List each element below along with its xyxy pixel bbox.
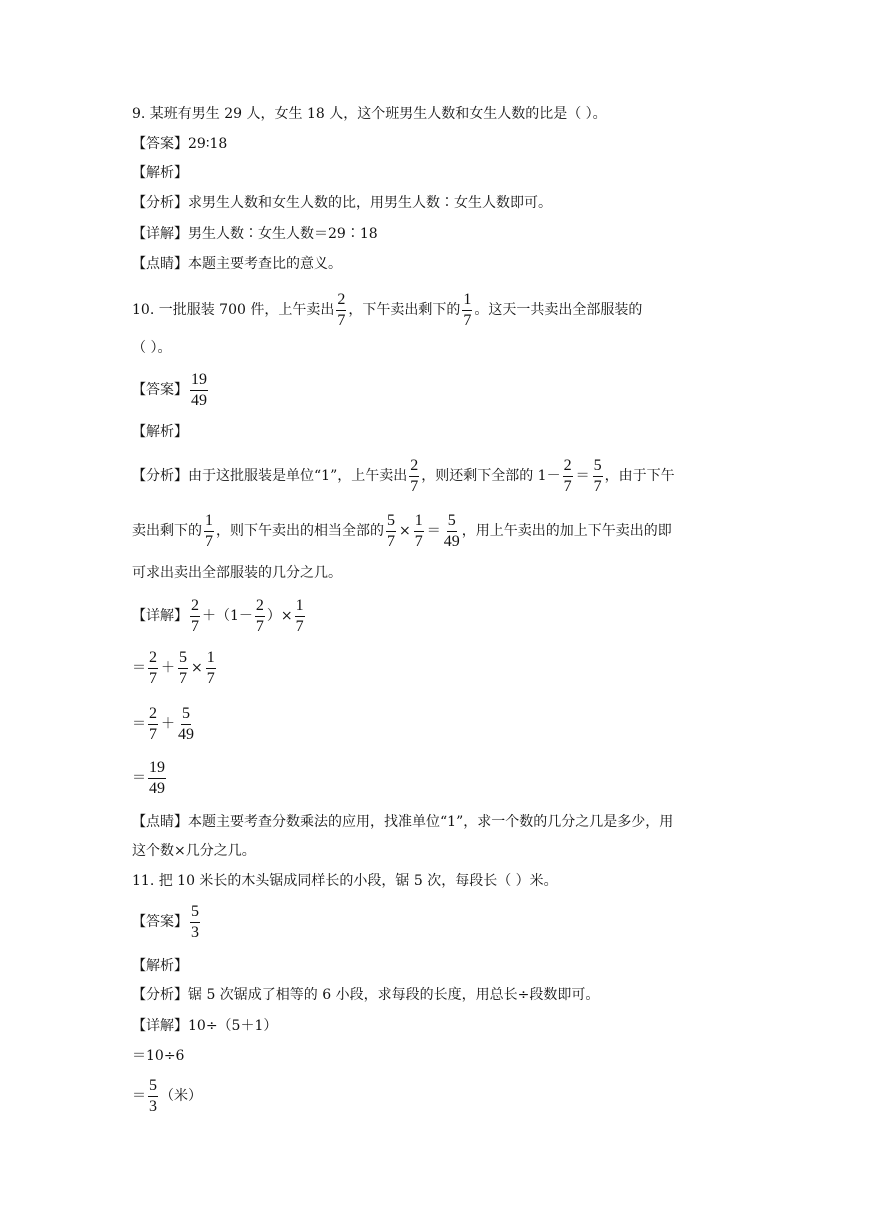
fraction bbox=[563, 457, 573, 496]
q9-fenxi bbox=[132, 193, 552, 213]
fraction bbox=[178, 649, 188, 688]
comment-text: 本题主要考查比的意义。 bbox=[188, 256, 342, 272]
denominator: 7 bbox=[414, 532, 423, 550]
numerator: 5 bbox=[178, 649, 188, 669]
q9-comment bbox=[132, 254, 342, 274]
question-10-text: ，下午卖出剩下的 bbox=[348, 302, 461, 318]
q9-detail bbox=[132, 224, 378, 244]
fraction bbox=[386, 512, 396, 551]
denominator: 7 bbox=[205, 532, 213, 550]
numerator: 5 bbox=[386, 512, 396, 532]
plus-sign: ＋ bbox=[161, 716, 175, 732]
fraction bbox=[414, 512, 424, 551]
fraction bbox=[148, 1077, 158, 1116]
comment-text: 本题主要考查分数乘法的应用，找准单位“1”，求一个数的几分之几是多少，用 bbox=[188, 814, 674, 830]
numerator: 2 bbox=[336, 291, 346, 311]
answer-label: 【答案】 bbox=[132, 136, 188, 152]
times-sign: × bbox=[399, 523, 411, 539]
q9-answer bbox=[132, 134, 227, 154]
fraction bbox=[204, 512, 214, 551]
fraction bbox=[190, 597, 200, 636]
fraction bbox=[336, 291, 346, 330]
numerator: 19 bbox=[190, 371, 208, 391]
numerator: 2 bbox=[148, 649, 158, 669]
question-10-text: （ ）。 bbox=[132, 340, 172, 356]
q11-analysis-heading bbox=[132, 956, 188, 976]
detail-text: ＝10÷6 bbox=[132, 1048, 185, 1064]
numerator: 1 bbox=[295, 597, 305, 617]
fraction bbox=[462, 291, 472, 330]
q10-detail-line2 bbox=[132, 648, 218, 688]
question-11 bbox=[132, 871, 558, 891]
fenxi-text: 卖出剩下的 bbox=[132, 523, 202, 539]
denominator: 7 bbox=[149, 669, 157, 687]
comment-label: 【点睛】 bbox=[132, 814, 188, 830]
question-9 bbox=[132, 104, 607, 124]
q9-analysis-heading bbox=[132, 163, 188, 183]
times-sign: × bbox=[191, 660, 203, 676]
denominator: 7 bbox=[337, 311, 346, 329]
numerator: 1 bbox=[414, 512, 424, 532]
q10-analysis-heading bbox=[132, 422, 188, 442]
analysis-label: 【解析】 bbox=[132, 424, 188, 440]
equals-sign: ＝ bbox=[132, 1088, 146, 1104]
equals-sign: ＝ bbox=[132, 770, 146, 786]
equals-sign: ＝ bbox=[575, 468, 590, 484]
numerator: 1 bbox=[206, 649, 216, 669]
detail-label: 【详解】 bbox=[132, 1018, 188, 1034]
denominator: 7 bbox=[463, 311, 472, 329]
fraction bbox=[295, 597, 305, 636]
fraction bbox=[148, 759, 166, 798]
fraction bbox=[444, 512, 460, 551]
fenxi-text: ，用上午卖出的加上下午卖出的即 bbox=[461, 523, 672, 539]
numerator: 1 bbox=[204, 512, 214, 532]
numerator: 19 bbox=[148, 759, 166, 779]
denominator: 7 bbox=[191, 617, 199, 635]
question-10 bbox=[132, 290, 642, 330]
numerator: 5 bbox=[190, 903, 200, 923]
q10-answer bbox=[132, 370, 210, 410]
denominator: 7 bbox=[387, 532, 395, 550]
fenxi-label: 【分析】 bbox=[132, 468, 188, 484]
denominator: 7 bbox=[179, 669, 187, 687]
q11-detail-line1 bbox=[132, 1016, 277, 1036]
question-10-text: 。这天一共卖出全部服装的 bbox=[474, 302, 643, 318]
q11-detail-line2 bbox=[132, 1046, 184, 1066]
denominator: 7 bbox=[593, 477, 602, 495]
question-11-text: 11. 把 10 米长的木头锯成同样长的小段，锯 5 次，每段长（ ）米。 bbox=[132, 873, 558, 889]
fraction bbox=[593, 457, 603, 496]
detail-label: 【详解】 bbox=[132, 226, 188, 242]
analysis-label: 【解析】 bbox=[132, 958, 188, 974]
numerator: 2 bbox=[148, 705, 158, 725]
denominator: 7 bbox=[206, 669, 215, 687]
q11-fenxi bbox=[132, 985, 599, 1005]
numerator: 2 bbox=[190, 597, 200, 617]
q11-answer bbox=[132, 902, 202, 942]
denominator: 49 bbox=[191, 391, 207, 409]
denominator: 3 bbox=[191, 923, 199, 941]
q10-comment-line2 bbox=[132, 841, 256, 861]
detail-text: ＋（1－ bbox=[202, 608, 253, 624]
q11-detail-line3 bbox=[132, 1076, 202, 1116]
detail-text: ）× bbox=[266, 608, 293, 624]
fenxi-label: 【分析】 bbox=[132, 987, 188, 1003]
answer-label: 【答案】 bbox=[132, 382, 188, 398]
q10-detail-line1 bbox=[132, 596, 307, 636]
fraction bbox=[148, 705, 158, 744]
q10-detail-line3 bbox=[132, 704, 196, 744]
question-10-line2 bbox=[132, 338, 171, 358]
fenxi-text: 可求出卖出全部服装的几分之几。 bbox=[132, 565, 342, 581]
fenxi-label: 【分析】 bbox=[132, 195, 188, 211]
numerator: 2 bbox=[563, 457, 573, 477]
q10-detail-line4 bbox=[132, 758, 168, 798]
fraction bbox=[206, 649, 216, 688]
fenxi-text: ，则下午卖出的相当全部的 bbox=[216, 523, 384, 539]
q10-fenxi-line2 bbox=[132, 511, 672, 551]
fenxi-text: ，则还剩下全部的 1－ bbox=[421, 468, 561, 484]
denominator: 49 bbox=[149, 779, 165, 797]
fenxi-text: 由于这批服装是单位“1”，上午卖出 bbox=[188, 468, 408, 484]
q10-comment-line1 bbox=[132, 812, 673, 832]
numerator: 5 bbox=[181, 705, 191, 725]
numerator: 1 bbox=[462, 291, 472, 311]
numerator: 2 bbox=[255, 597, 265, 617]
fenxi-text: 求男生人数和女生人数的比，用男生人数∶女生人数即可。 bbox=[188, 195, 552, 211]
denominator: 7 bbox=[149, 725, 157, 743]
denominator: 7 bbox=[255, 617, 264, 635]
question-9-text: 9. 某班有男生 29 人，女生 18 人，这个班男生人数和女生人数的比是（ ）。 bbox=[132, 106, 607, 122]
equals-sign: ＝ bbox=[132, 716, 146, 732]
fenxi-text: 锯 5 次锯成了相等的 6 小段，求每段的长度，用总长÷段数即可。 bbox=[188, 987, 600, 1003]
numerator: 5 bbox=[148, 1077, 158, 1097]
fraction bbox=[178, 705, 194, 744]
equals-sign: ＝ bbox=[132, 660, 146, 676]
answer-label: 【答案】 bbox=[132, 914, 188, 930]
denominator: 49 bbox=[178, 725, 194, 743]
fraction bbox=[148, 649, 158, 688]
plus-sign: ＋ bbox=[161, 660, 175, 676]
fenxi-text: ，由于下午 bbox=[604, 468, 675, 484]
q10-fenxi-line1 bbox=[132, 456, 675, 496]
comment-label: 【点睛】 bbox=[132, 256, 188, 272]
fraction bbox=[409, 457, 419, 496]
detail-text: 10÷（5＋1） bbox=[188, 1018, 278, 1034]
answer-fraction bbox=[190, 371, 208, 410]
answer-value: 29∶18 bbox=[188, 136, 228, 152]
answer-fraction bbox=[190, 903, 200, 942]
fraction bbox=[255, 597, 265, 636]
detail-text: 男生人数∶女生人数＝29∶18 bbox=[188, 226, 378, 242]
q10-fenxi-line3 bbox=[132, 563, 342, 583]
numerator: 2 bbox=[409, 457, 419, 477]
denominator: 7 bbox=[410, 477, 419, 495]
equals-sign: ＝ bbox=[426, 523, 441, 539]
detail-label: 【详解】 bbox=[132, 608, 188, 624]
unit-text: （米） bbox=[160, 1088, 202, 1104]
analysis-label: 【解析】 bbox=[132, 165, 188, 181]
denominator: 7 bbox=[295, 617, 304, 635]
question-10-text: 10. 一批服装 700 件，上午卖出 bbox=[132, 302, 335, 318]
numerator: 5 bbox=[593, 457, 603, 477]
comment-text: 这个数×几分之几。 bbox=[132, 843, 256, 859]
denominator: 49 bbox=[443, 532, 460, 550]
denominator: 7 bbox=[563, 477, 572, 495]
denominator: 3 bbox=[149, 1097, 157, 1115]
numerator: 5 bbox=[447, 512, 457, 532]
